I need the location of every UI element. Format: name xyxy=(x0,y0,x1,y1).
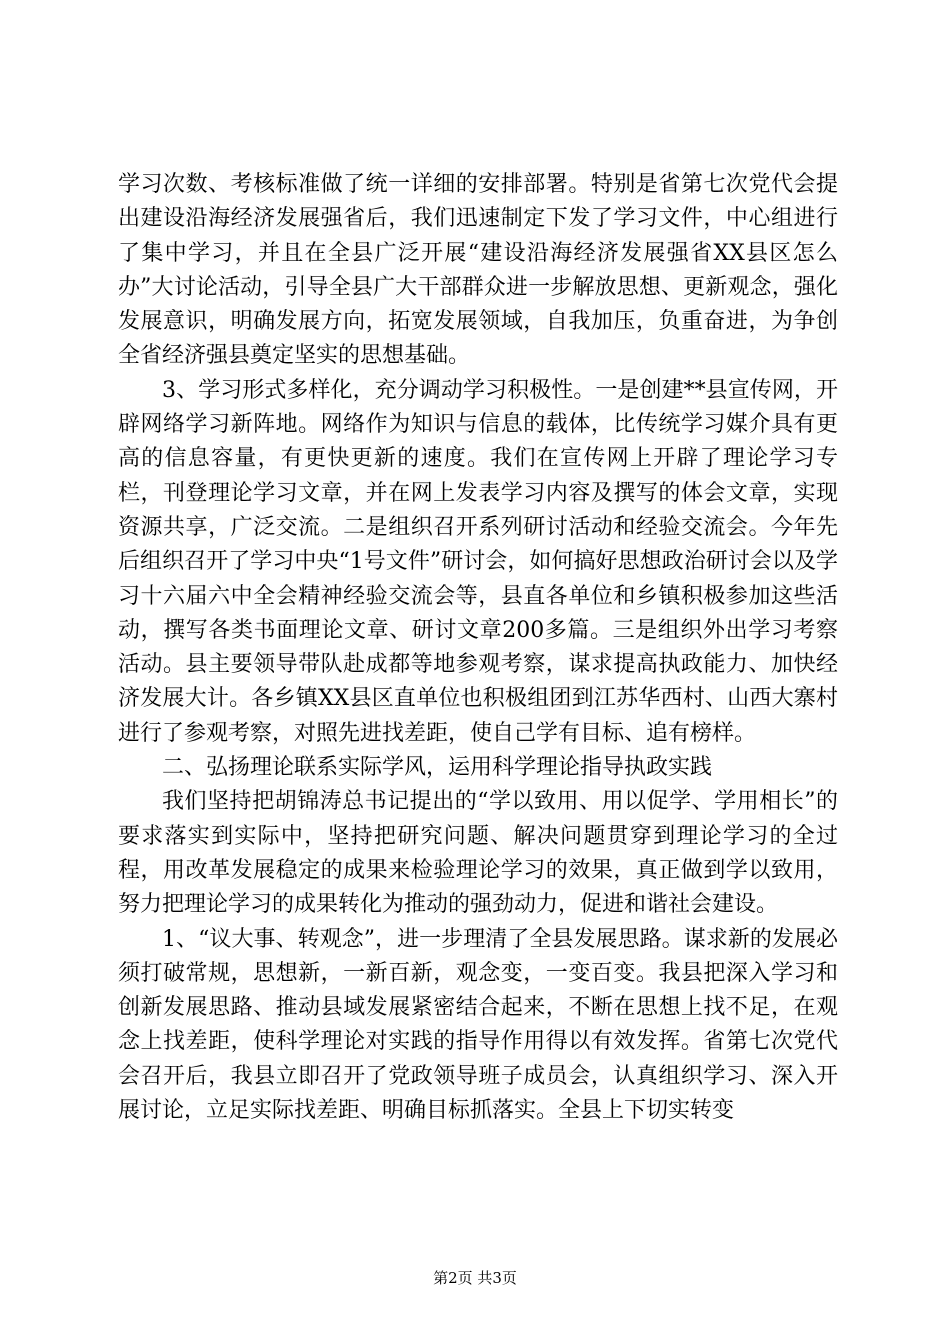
paragraph-4: 1、“议大事、转观念”，进一步理清了全县发展思路。谋求新的发展必须打破常规，思想新，一新百新，观念变，一变百变。我县把深入学习和创新发展思路、推动县域发展紧密结合起来，不断在思想上找不足，在观念上找差距，使科学理论对实践的指导作用得以有效发挥。省第七次党代会召开后，我县立即召开了党政领导班子成员会，认真组织学习、深入开展讨论，立足实际找差距、明确目标抓落实。全县上下切实转变 xyxy=(118,926,838,1124)
paragraph-2: 3、学习形式多样化，充分调动学习积极性。一是创建**县宣传网，开辟网络学习新阵地。网络作为知识与信息的载体，比传统学习媒介具有更高的信息容量，有更快更新的速度。我们在宣传网上开辟了理论学习专栏，刊登理论学习文章，并在网上发表学习内容及撰写的体会文章，实现资源共享，广泛交流。二是组织召开系列研讨活动和经验交流会。今年先后组织召开了学习中央“1号文件”研讨会，如何搞好思想政治研讨会以及学习十六届六中全会精神经验交流会等，县直各单位和乡镇积极参加这些活动，撰写各类书面理论文章、研讨文章200多篇。三是组织外出学习考察活动。县主要领导带队赴成都等地参观考察，谋求提高执政能力、加快经济发展大计。各乡镇XX县区直单位也积极组团到江苏华西村、山西大寨村进行了参观考察，对照先进找差距，使自己学有目标、追有榜样。 xyxy=(118,377,838,746)
paragraph-1: 学习次数、考核标准做了统一详细的安排部署。特别是省第七次党代会提出建设沿海经济发展强省后，我们迅速制定下发了学习文件，中心组进行了集中学习，并且在全县广泛开展“建设沿海经济发展强省XX县区怎么办”大讨论活动，引导全县广大干部群众进一步解放思想、更新观念，强化发展意识，明确发展方向，拓宽发展领域，自我加压，负重奋进，为争创全省经济强县奠定坚实的思想基础。 xyxy=(118,172,838,369)
page-footer xyxy=(0,1267,950,1288)
document-body xyxy=(118,168,838,1128)
paragraph-3: 我们坚持把胡锦涛总书记提出的“学以致用、用以促学、学用相长”的要求落实到实际中，坚持把研究问题、解决问题贯穿到理论学习的全过程，用改革发展稳定的成果来检验理论学习的效果，真正做到学以致用，努力把理论学习的成果转化为推动的强劲动力，促进和谐社会建设。 xyxy=(118,789,838,918)
page-number: 第2页 共3页 xyxy=(433,1269,517,1287)
section-heading: 二、弘扬理论联系实际学风，运用科学理论指导执政实践 xyxy=(162,755,713,781)
